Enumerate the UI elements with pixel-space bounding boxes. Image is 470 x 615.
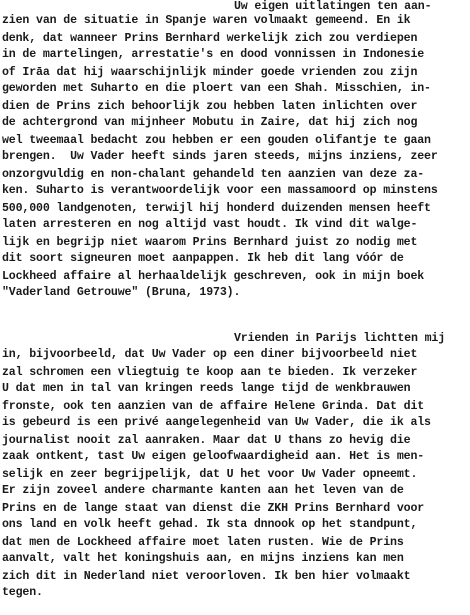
p1-line-12: ken. Suharto is verantwoordelijk voor een massamoord op minstens [2, 184, 438, 197]
p2-line-4: U dat men in tal van kringen reeds lange tijd de wenkbrauwen [2, 382, 411, 395]
p2-line-11: Prins en de lange staat van dienst die ZKH Prins Bernhard voor [2, 502, 425, 515]
p1-line-13: 500,000 landgenoten, terwijl hij honderd duizenden mensen heeft [2, 202, 431, 215]
p2-line-12: ons land en volk heeft gehad. Ik sta dnnook op het standpunt, [2, 518, 418, 531]
p1-line-8: de achtergrond van mijnheer Mobutu in Zaire, dat hij zich nog [2, 116, 418, 129]
p1-line-9: wel tweemaal bedacht zou hebben er een gouden olifantje te gaan [2, 134, 431, 147]
p1-line-1: Uw eigen uitlatingen ten aan- [234, 0, 432, 13]
p2-line-7: journalist nooit zal aanraken. Maar dat U thans zo hevig die [2, 434, 411, 447]
p2-line-15: zich dit in Nederland niet veroorloven. Ik ben hier volmaakt [2, 570, 411, 583]
p2-line-13: dat men de Lockheed affaire moet laten rusten. Wie de Prins [2, 536, 404, 549]
p1-line-18: "Vaderland Getrouwe" (Bruna, 1973). [2, 286, 241, 299]
p1-line-5: of Irāa dat hij waarschijnlijk minder goede vrienden zou zijn [2, 66, 418, 79]
p2-line-8: zaak ontkent, tast Uw eigen geloofwaardigheid aan. Het is men- [2, 450, 425, 463]
p1-line-10: brengen. Uw Vader heeft sinds jaren steeds, mijns inziens, zeer [2, 150, 438, 163]
p2-line-6: is gebeurd is een privé aangelegenheid van Uw Vader, die ik als [2, 416, 431, 429]
p2-line-3: zal schromen een vliegtuig te koop aan te bieden. Ik verzeker [2, 366, 418, 379]
p1-line-2: zien van de situatie in Spanje waren volmaakt gemeend. En ik [2, 14, 411, 27]
p2-line-1: Vrienden in Parijs lichtten mij [234, 332, 446, 345]
p1-line-3: denk, dat wanneer Prins Bernhard werkelijk zich zou verdiepen [2, 32, 418, 45]
p1-line-6: geworden met Suharto en die ploert van een Shah. Misschien, in- [2, 82, 431, 95]
p2-line-2: in, bijvoorbeeld, dat Uw Vader op een diner bijvoorbeeld niet [2, 348, 418, 361]
p1-line-16: dit soort signeuren moet aanpappen. Ik heb dit lang vóór de [2, 252, 404, 265]
p2-line-9: selijk en zeer begrijpelijk, dat U het voor Uw Vader opneemt. [2, 468, 418, 481]
p2-line-14: aanvalt, valt het koningshuis aan, en mijns inziens kan men [2, 552, 404, 565]
p2-line-16: tegen. [2, 586, 43, 599]
p1-line-17: Lockheed affaire al herhaaldelijk geschreven, ook in mijn boek [2, 270, 425, 283]
p2-line-10: Er zijn zoveel andere charmante kanten aan het leven van de [2, 484, 404, 497]
p1-line-14: laten arresteren en nog altijd vast houdt. Ik vind dit walge- [2, 218, 418, 231]
p2-line-5: fronste, ook ten aanzien van de affaire Helene Grinda. Dat dit [2, 400, 425, 413]
p1-line-15: lijk en begrijp niet waarom Prins Bernhard juist zo nodig met [2, 236, 418, 249]
p1-line-7: dien de Prins zich behoorlijk zou hebben laten inlichten over [2, 100, 418, 113]
p1-line-11: onzorgvuldig en non-chalant gehandeld ten aanzien van deze za- [2, 168, 425, 181]
p1-line-4: in de martelingen, arrestatie's en dood vonnissen in Indonesie [2, 48, 425, 61]
